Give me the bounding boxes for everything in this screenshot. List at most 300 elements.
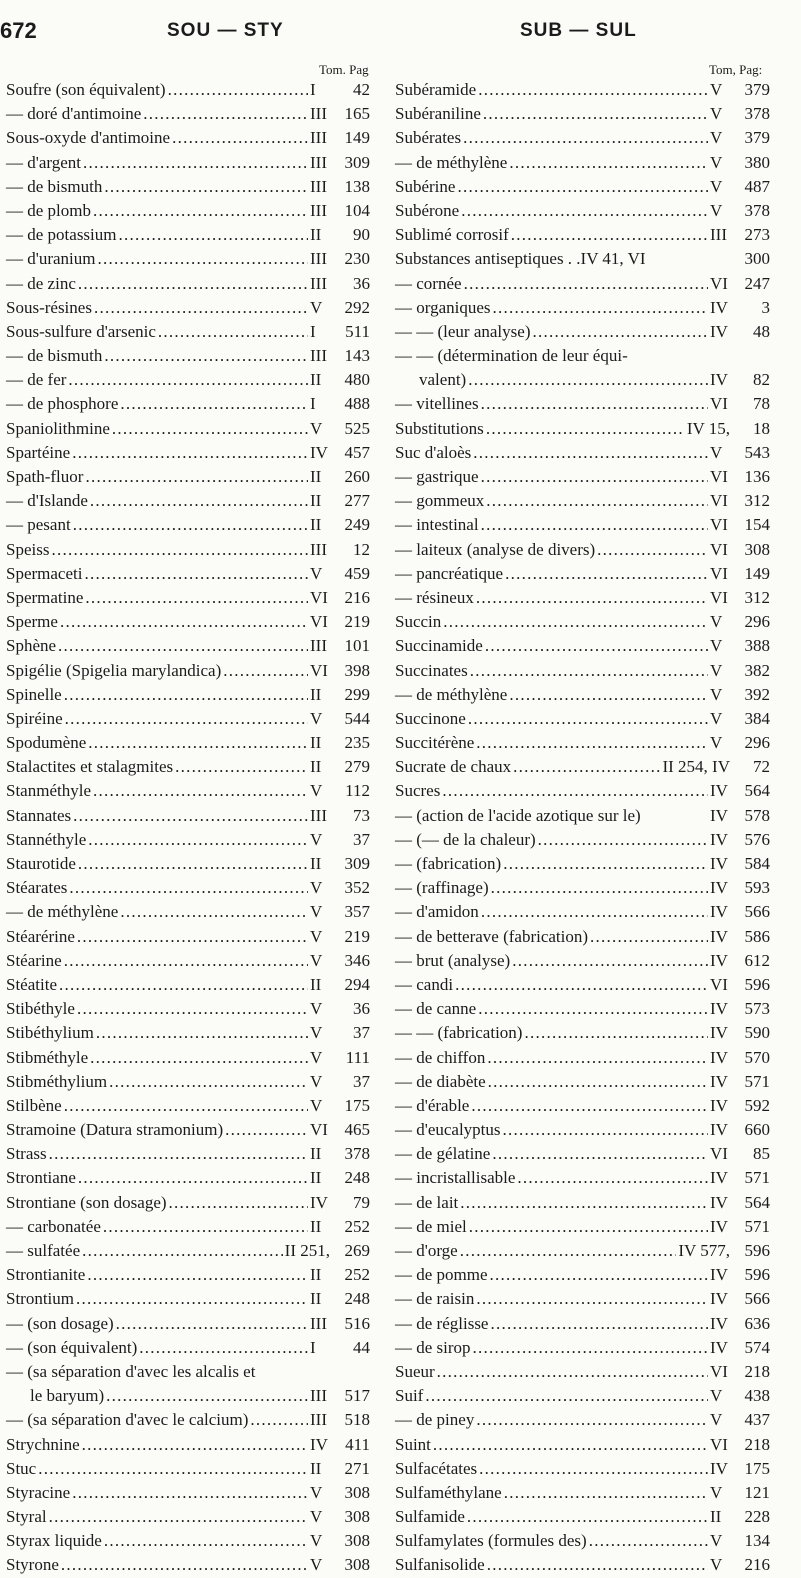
dot-leader xyxy=(158,320,308,344)
entry-page: 586 xyxy=(744,926,770,946)
dot-leader xyxy=(104,344,308,368)
entry-page: 85 xyxy=(753,1144,770,1164)
entry-term: — candi xyxy=(395,974,454,994)
entry-volume: VI xyxy=(310,1120,328,1140)
entry-volume: IV xyxy=(710,1023,728,1043)
entry-term: Sulfamide xyxy=(395,1507,465,1527)
index-entry xyxy=(395,828,770,852)
dot-leader xyxy=(64,949,308,973)
dot-leader xyxy=(504,1481,708,1505)
dot-leader xyxy=(487,1553,708,1577)
entry-term: Substitutions xyxy=(395,418,484,438)
entry-term: Sueur xyxy=(395,1361,435,1381)
entry-volume: V xyxy=(310,1023,323,1043)
index-entry xyxy=(6,610,370,634)
entry-term: le baryum) xyxy=(30,1386,105,1406)
entry-term: Stuc xyxy=(6,1458,37,1478)
entry-volume: III xyxy=(310,273,327,293)
entry-page: 248 xyxy=(344,1289,370,1309)
index-entry xyxy=(395,344,770,368)
entry-term: — (raffinage) xyxy=(395,878,489,898)
entry-page: 101 xyxy=(344,636,370,656)
entry-term: Styral xyxy=(6,1507,47,1527)
dot-leader xyxy=(72,1481,308,1505)
dot-leader xyxy=(103,1215,308,1239)
entry-page: 143 xyxy=(344,346,370,366)
entry-page: 228 xyxy=(744,1507,770,1527)
entry-volume: IV xyxy=(310,1192,328,1212)
entry-term: — d'eucalyptus xyxy=(395,1120,501,1140)
dot-leader xyxy=(61,1553,308,1577)
entry-volume: V xyxy=(310,878,323,898)
entry-volume: II xyxy=(310,1458,322,1478)
entry-term: Spodumène xyxy=(6,733,87,753)
index-entry xyxy=(6,489,370,513)
entry-volume: IV xyxy=(710,805,728,825)
entry-page: 104 xyxy=(344,200,370,220)
index-entry xyxy=(395,707,770,731)
entry-volume: II 251, xyxy=(284,1241,330,1260)
page-number: 672 xyxy=(0,18,37,43)
entry-volume: VI xyxy=(310,660,328,680)
entry-page: 382 xyxy=(744,660,770,680)
running-head-left: SOU — STY xyxy=(167,20,284,41)
entry-page: 121 xyxy=(744,1482,770,1502)
entry-term: Stramoine (Datura stramonium) xyxy=(6,1120,224,1140)
entry-volume: III xyxy=(710,225,727,245)
dot-leader xyxy=(481,392,708,416)
entry-volume: V xyxy=(710,200,723,220)
dot-leader xyxy=(106,1384,308,1408)
entry-term: — — (leur analyse) xyxy=(395,321,531,341)
dot-leader xyxy=(485,634,708,658)
entry-page: 437 xyxy=(744,1410,770,1430)
entry-volume: II xyxy=(310,1144,322,1164)
entry-term: — incristallisable xyxy=(395,1168,516,1188)
entry-page: 398 xyxy=(344,660,370,680)
entry-volume: V xyxy=(310,781,323,801)
entry-term: — d'orge xyxy=(395,1241,458,1260)
dot-leader xyxy=(77,997,308,1021)
dot-leader xyxy=(590,925,708,949)
entry-volume: IV xyxy=(710,1265,728,1285)
dot-leader xyxy=(491,876,708,900)
entry-term: — de chiffon xyxy=(395,1047,486,1067)
entry-term: — pancréatique xyxy=(395,563,504,583)
dot-leader xyxy=(225,1118,308,1142)
entry-page: 269 xyxy=(344,1241,370,1260)
index-entry xyxy=(395,1408,770,1432)
entry-term: — — (fabrication) xyxy=(395,1023,523,1043)
index-entry xyxy=(395,223,770,247)
dot-leader xyxy=(109,1070,308,1094)
entry-term: Sulfacétates xyxy=(395,1458,478,1478)
index-entry xyxy=(395,199,770,223)
entry-volume: II xyxy=(310,491,322,511)
entry-page: 154 xyxy=(744,515,770,535)
entry-term: Sulfanisolide xyxy=(395,1555,485,1575)
running-head-right: SUB — SUL xyxy=(520,20,637,41)
entry-term: Succitérène xyxy=(395,733,475,753)
index-entry xyxy=(395,900,770,924)
index-entry xyxy=(395,973,770,997)
dot-leader xyxy=(84,562,308,586)
entry-term: Stibéthyle xyxy=(6,999,75,1019)
entry-page: 309 xyxy=(344,854,370,873)
entry-page: 72 xyxy=(753,757,770,777)
index-entry xyxy=(6,1481,370,1505)
entry-page: 459 xyxy=(344,563,370,583)
entry-term: — (son équivalent) xyxy=(6,1337,138,1357)
dot-leader xyxy=(512,949,708,973)
entry-term: — d'érable xyxy=(395,1095,470,1115)
entry-page: 566 xyxy=(744,902,770,922)
index-entry xyxy=(6,392,370,416)
dot-leader xyxy=(94,296,308,320)
entry-page: 219 xyxy=(344,612,370,632)
index-entry xyxy=(6,1046,370,1070)
entry-volume: IV xyxy=(710,1071,728,1091)
index-entry xyxy=(6,586,370,610)
entry-page: 564 xyxy=(744,1192,770,1212)
entry-term: — de piney xyxy=(395,1410,475,1430)
entry-page: 593 xyxy=(744,878,770,898)
entry-volume: II xyxy=(310,854,322,873)
entry-volume: V xyxy=(310,297,323,317)
entry-volume: V xyxy=(710,80,723,99)
entry-volume: IV xyxy=(710,902,728,922)
entry-term: Succinamide xyxy=(395,636,483,656)
entry-page: 518 xyxy=(344,1410,370,1430)
entry-page: 247 xyxy=(744,273,770,293)
index-entry xyxy=(6,683,370,707)
entry-term: Strontianite xyxy=(6,1265,86,1285)
dot-leader xyxy=(470,659,708,683)
dot-leader xyxy=(65,707,308,731)
entry-volume: II xyxy=(310,1289,322,1309)
index-entry xyxy=(6,1118,370,1142)
entry-page: 596 xyxy=(744,1265,770,1285)
entry-term: — de bismuth xyxy=(6,176,103,196)
index-entry xyxy=(6,707,370,731)
entry-volume: V xyxy=(710,104,723,124)
entry-term: Succin xyxy=(395,612,442,632)
index-entry xyxy=(395,1070,770,1094)
entry-term: — sulfatée xyxy=(6,1241,81,1260)
entry-volume: II xyxy=(310,1168,322,1188)
entry-term: — d'uranium xyxy=(6,249,96,269)
entry-term: Sphène xyxy=(6,636,57,656)
index-entry xyxy=(6,344,370,368)
entry-page: 138 xyxy=(344,176,370,196)
index-entry xyxy=(395,852,770,876)
index-entry xyxy=(395,320,770,344)
dot-leader xyxy=(78,1166,308,1190)
entry-term: Sucrate de chaux xyxy=(395,757,512,777)
entry-page: 636 xyxy=(744,1313,770,1333)
dot-leader xyxy=(513,755,660,779)
entry-term: — de diabète xyxy=(395,1071,486,1091)
entry-term: Strontiane xyxy=(6,1168,76,1188)
entry-term: — laiteux (analyse de divers) xyxy=(395,539,596,559)
entry-volume: IV xyxy=(710,1047,728,1067)
entry-term: Stannéthyle xyxy=(6,829,87,849)
dot-leader xyxy=(76,1287,308,1311)
index-entry xyxy=(6,1457,370,1481)
index-entry xyxy=(395,272,770,296)
entry-page: 18 xyxy=(753,418,770,438)
entry-volume: IV xyxy=(710,999,728,1019)
index-entry xyxy=(6,659,370,683)
entry-term: Suif xyxy=(395,1386,424,1406)
index-entry xyxy=(395,997,770,1021)
entry-volume: IV xyxy=(710,1216,728,1236)
dot-leader xyxy=(77,925,308,949)
entry-page: 219 xyxy=(344,926,370,946)
entry-term: Subéramide xyxy=(395,80,477,99)
entry-term: Sperme xyxy=(6,612,58,632)
entry-term: Sous-sulfure d'arsenic xyxy=(6,321,156,341)
entry-volume: II xyxy=(310,1216,322,1236)
entry-page: 248 xyxy=(344,1168,370,1188)
dot-leader xyxy=(471,1094,708,1118)
entry-term: — organiques xyxy=(395,297,491,317)
entry-volume: V xyxy=(310,902,323,922)
entry-page: 357 xyxy=(344,902,370,922)
index-entry xyxy=(395,562,770,586)
index-entry xyxy=(395,1239,770,1263)
entry-volume: III xyxy=(310,152,327,172)
dot-leader xyxy=(85,465,308,489)
entry-page: 312 xyxy=(744,491,770,511)
index-entry xyxy=(6,320,370,344)
entry-term: Spermatine xyxy=(6,587,84,607)
entry-volume: V xyxy=(310,999,323,1019)
dot-leader xyxy=(509,683,708,707)
index-entry xyxy=(6,465,370,489)
entry-page: 279 xyxy=(344,757,370,777)
entry-volume: II xyxy=(310,757,322,777)
entry-page: 308 xyxy=(344,1482,370,1502)
dot-leader xyxy=(72,441,308,465)
index-entry xyxy=(6,78,370,102)
entry-volume: I xyxy=(310,80,316,99)
index-entry xyxy=(395,683,770,707)
entry-term: Stéatite xyxy=(6,974,57,994)
entry-term: Subérone xyxy=(395,200,460,220)
entry-term: — d'Islande xyxy=(6,491,88,511)
entry-page: 378 xyxy=(744,200,770,220)
dot-leader xyxy=(457,175,708,199)
entry-page: 511 xyxy=(345,321,370,341)
dot-leader xyxy=(49,1505,308,1529)
entry-page: 112 xyxy=(345,781,370,801)
dot-leader xyxy=(468,707,708,731)
entry-term: — de zinc xyxy=(6,273,76,293)
entry-page: 44 xyxy=(353,1337,370,1357)
index-entry xyxy=(6,1021,370,1045)
entry-term: Stibéthylium xyxy=(6,1023,94,1043)
entry-term: Suc d'aloès xyxy=(395,442,472,462)
index-entry xyxy=(395,1191,770,1215)
entry-term: Stibméthyle xyxy=(6,1047,89,1067)
entry-page: 573 xyxy=(744,999,770,1019)
dot-leader xyxy=(460,1239,677,1263)
entry-volume: V xyxy=(710,1386,723,1406)
index-entry xyxy=(6,1433,370,1457)
dot-leader xyxy=(442,779,708,803)
entry-term: Strontium xyxy=(6,1289,75,1309)
dot-leader xyxy=(73,804,308,828)
index-entry xyxy=(395,417,770,441)
entry-term: Stalactites et stalagmites xyxy=(6,757,174,777)
dot-leader xyxy=(460,1191,708,1215)
dot-leader xyxy=(443,610,708,634)
dot-leader xyxy=(473,441,708,465)
entry-volume: V xyxy=(710,733,723,753)
entry-page: 216 xyxy=(744,1555,770,1575)
entry-page: 457 xyxy=(344,442,370,462)
entry-term: Strychnine xyxy=(6,1434,80,1454)
entry-volume: IV xyxy=(710,1313,728,1333)
entry-term: — brut (analyse) xyxy=(395,950,511,970)
index-entry xyxy=(395,1553,770,1577)
entry-volume: VI xyxy=(710,539,728,559)
index-entry xyxy=(395,1529,770,1553)
entry-page: 308 xyxy=(344,1555,370,1575)
entry-volume: V xyxy=(310,418,323,438)
index-entry xyxy=(6,1384,370,1408)
entry-page: 78 xyxy=(753,394,770,414)
entry-page: 378 xyxy=(344,1144,370,1164)
entry-volume: V xyxy=(310,1095,323,1115)
entry-volume: V xyxy=(310,1555,323,1575)
index-entry xyxy=(395,465,770,489)
dot-leader xyxy=(93,779,308,803)
dot-leader xyxy=(476,731,708,755)
entry-page: 296 xyxy=(744,612,770,632)
entry-page: 612 xyxy=(744,950,770,970)
entry-page: 252 xyxy=(344,1265,370,1285)
dot-leader xyxy=(83,151,308,175)
dot-leader xyxy=(119,223,309,247)
entry-volume: V xyxy=(710,684,723,704)
entry-volume: VI xyxy=(710,394,728,414)
entry-term: Spartéine xyxy=(6,442,71,462)
entry-page: 3 xyxy=(761,297,770,317)
entry-volume: I xyxy=(310,1337,316,1357)
index-entry xyxy=(6,1263,370,1287)
dot-leader xyxy=(473,1336,708,1360)
entry-volume: II xyxy=(310,733,322,753)
dot-leader xyxy=(112,417,308,441)
index-entry xyxy=(6,199,370,223)
index-entry xyxy=(395,804,770,828)
entry-term: Speiss xyxy=(6,539,50,559)
index-entry xyxy=(395,876,770,900)
entry-page: 411 xyxy=(345,1434,370,1454)
entry-term: Sucres xyxy=(395,781,441,801)
dot-leader xyxy=(69,876,308,900)
dot-leader xyxy=(49,1142,308,1166)
entry-term: Strass xyxy=(6,1144,47,1164)
entry-volume: II xyxy=(310,1265,322,1285)
index-entry xyxy=(395,1263,770,1287)
entry-term: Spigélie (Spigelia marylandica) xyxy=(6,660,222,680)
entry-term: — de méthylène xyxy=(6,902,119,922)
index-entry xyxy=(395,925,770,949)
entry-term: — (action de l'acide azotique sur le) xyxy=(395,805,641,825)
entry-page: 516 xyxy=(344,1313,370,1333)
entry-page: 90 xyxy=(353,225,370,245)
dot-leader xyxy=(478,997,708,1021)
entry-page: 308 xyxy=(744,539,770,559)
entry-volume: III xyxy=(310,539,327,559)
entry-volume: V xyxy=(710,176,723,196)
index-entry xyxy=(395,1481,770,1505)
dot-leader xyxy=(488,1070,708,1094)
entry-page: 312 xyxy=(744,587,770,607)
entry-term: Stéarine xyxy=(6,950,62,970)
entry-volume: III xyxy=(310,636,327,656)
entry-term: — de phosphore xyxy=(6,394,119,414)
dot-leader xyxy=(493,296,708,320)
index-entry xyxy=(395,1433,770,1457)
entry-volume: IV xyxy=(710,370,728,390)
entry-page: 271 xyxy=(344,1458,370,1478)
entry-term: Stéarérine xyxy=(6,926,75,946)
entry-volume: IV xyxy=(710,1458,728,1478)
index-entry xyxy=(395,126,770,150)
index-entry xyxy=(6,151,370,175)
index-entry xyxy=(395,949,770,973)
entry-page: 584 xyxy=(744,854,770,873)
entry-page: 488 xyxy=(344,394,370,414)
index-entry xyxy=(6,1191,370,1215)
entry-volume: IV xyxy=(710,1168,728,1188)
entry-term: — de bismuth xyxy=(6,346,103,366)
dot-leader xyxy=(139,1336,308,1360)
entry-page: 37 xyxy=(353,1071,370,1091)
entry-volume: VI xyxy=(310,612,328,632)
index-entry xyxy=(395,441,770,465)
index-entry xyxy=(395,392,770,416)
entry-volume: IV xyxy=(710,1120,728,1140)
index-entry xyxy=(6,102,370,126)
entry-page: 36 xyxy=(353,273,370,293)
entry-page: 465 xyxy=(344,1120,370,1140)
dot-leader xyxy=(58,634,308,658)
entry-page: 12 xyxy=(353,539,370,559)
entry-volume: V xyxy=(310,1531,323,1551)
entry-page: 517 xyxy=(344,1386,370,1406)
dot-leader xyxy=(517,1166,708,1190)
dot-leader xyxy=(64,1094,308,1118)
index-entry xyxy=(395,175,770,199)
index-entry xyxy=(6,247,370,271)
dot-leader xyxy=(90,489,308,513)
entry-page: 574 xyxy=(744,1337,770,1357)
dot-leader xyxy=(538,828,708,852)
entry-volume: III xyxy=(310,1386,327,1406)
entry-page: 149 xyxy=(344,128,370,148)
index-entry xyxy=(6,804,370,828)
entry-term: — de raisin xyxy=(395,1289,475,1309)
entry-volume: IV xyxy=(310,442,328,462)
entry-volume: VI xyxy=(710,587,728,607)
index-entry xyxy=(395,247,770,271)
dot-leader xyxy=(509,151,708,175)
